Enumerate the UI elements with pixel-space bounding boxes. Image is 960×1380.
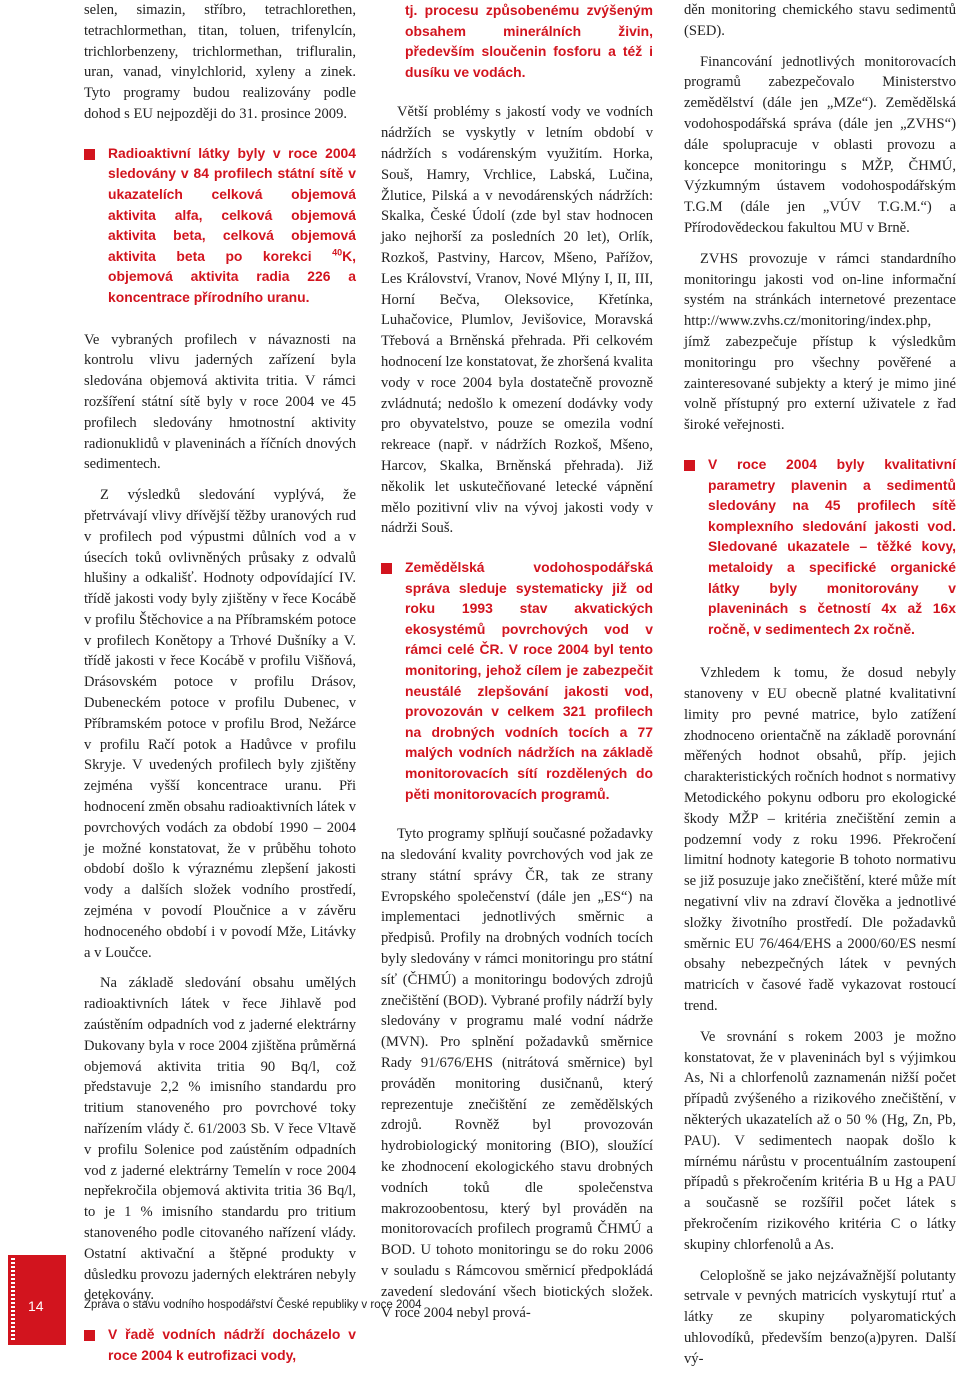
highlight-paragraph [684, 454, 956, 639]
red-square-bullet-icon [684, 460, 695, 471]
column-2 [381, 0, 653, 1333]
highlight-paragraph: tj. procesu způsobenému zvýšeným obsahem minerálních živin, především sloučenin fosforu a též i dusíku ve vodách. [405, 2, 653, 80]
paragraph: ZVHS provozuje v rámci standardního monitoringu jakosti vod on-line informační systém na stránkách internetové prezentace http://www.zvhs.cz/monitoring/index.php, jímž zabezpečuje přístup k výsledkům monitoringu pro všechny pověřené a zainteresované subjekty a který je mimo jiné volně přístupný pro externí uživatele z řad široké veřejnosti. [684, 250, 956, 434]
highlight-paragraph [381, 557, 653, 804]
page-number: 14 [28, 1298, 44, 1314]
highlight-text: V roce 2004 byly kvalitativní parametry plavenin a sedimentů sledovány na 45 profilech sítě komplexního sledování jakosti vod. Sledované ukazatele – těžké kovy, metaloidy a specifické organické látky byly monitorovány v plaveninách s četností 4x až 16x ročně, v sedimentech 2x ročně. [708, 455, 956, 637]
highlight-text: Radioaktivní látky byly v roce 2004 sledovány v 84 profilech státní sítě v ukazatelích celková objemová aktivita alfa, celková objemová aktivita beta, celková objemová aktivita beta po korekci [108, 144, 356, 264]
highlight-paragraph [84, 143, 356, 308]
paragraph: Ve srovnání s rokem 2003 je možno konstatovat, že v plaveninách byl s výjimkou As, Ni a chlorfenolů zaznamenán nižší počet případů zvýšeného a rizikového znečištění, v některých ukazatelích až o 50 % (Hg, Zn, Pb, PAU). V sedimentech naopak došlo k mírnému nárůstu v procentuálním zastoupení případů s překročením kritéria B u Hg a PAU a současně se rozšířil počet látek s překročením rizikového kritéria C o látky skupiny chlorfenolů a As. [684, 1028, 956, 1253]
paragraph: Ve vybraných profilech v návaznosti na kontrolu vlivu jaderných zařízení byla sledována objemová aktivita tritia. V rámci rozšíření státní sítě byly v roce 2004 ve 45 profilech sledovány hmotnostní aktivity radionuklidů v plaveninách a říčních dnových sedimentech. [84, 331, 356, 473]
column-1 [84, 0, 356, 1379]
red-square-bullet-icon [84, 149, 95, 160]
column-3 [684, 0, 956, 1380]
highlight-text: V řadě vodních nádrží docházelo v roce 2004 k eutrofizaci vody, [108, 1326, 356, 1363]
red-square-bullet-icon [381, 563, 392, 574]
paragraph: selen, simazin, stříbro, tetrachlorethen, tetrachlormethan, titan, toluen, trifenylcín, trichlorbenzeny, trichlormethan, trifluralin, uran, vanad, vinylchlorid, xyleny a zinek. Tyto programy budou realizovány podle dohod s EU nejpozději do 31. prosince 2009. [84, 2, 356, 122]
paragraph: Celoplošně se jako nejzávažnější polutanty setrvale v pevných matricích vyskytují rtuť a látky ze skupiny polyaromatických uhlovodíků, především benzo(a)pyren. Další vý- [684, 1267, 956, 1367]
paragraph: Z výsledků sledování vyplývá, že přetrvávají vlivy dřívější těžby uranových rud v profilech pod výpustmi důlních vod a v úsecích toků ovlivněných průsaky z odvalů hlušiny a odkališť. Hodnoty odpovídající IV. třídě jakosti vody byly zjištěny v řece Kocábě v profilu Štěchovice a na Příbramském potoce v profilech Konětopy a Trhové Dušníky a V. třídě jakosti v řece Kocábě v profilu Višňová, Drásovském potoce v profilu Drásov, Dubeneckém potoce v profilu Dubenec, v Příbramském potoce v profilu Brod, Nežárce v profilu Račí potok a Hadůvce v profilu Skryje. V uvedených profilech byly zjištěny zejména vyšší koncentrace uranu. Při hodnocení změn obsahu radioaktivních látek v povrchových vodách za období 1990 – 2004 je možné konstatovat, že v průběhu tohoto období došlo k výraznému zlepšení jakosti vody a dalších složek vodního prostředí, zejména v povodí Ploučnice a v závěru hodnoceného období i v povodí Mže, Litávky a v Loučce. [84, 487, 356, 961]
paragraph: Tyto programy splňují současné požadavky na sledování kvality povrchových vod jak ze strany státní správy ČR, tak ze strany Evropského společenství (dále jen „ES“) na implementaci jednotlivých směrnic a předpisů. Profily na drobných vodních tocích byly sledovány v rámci monitoringu pro státní síť (ČHMÚ) a monitoringu bodových zdrojů znečištění (BOD). Vybrané profily nádrží byly sledovány v programu malé vodní nádrže (MVN). Pro splnění požadavků směrnice Rady 91/676/EHS (nitrátová směrnice) byl prováděn monitoring dusičnanů, který reprezentuje znečištění ze zemědělských zdrojů. Rovněž byl provozován hydrobiologický monitoring (BIO), sloužící ke zhodnocení ekologického stavu drobných vodních toků dle společenstva makrozoobentosu, který byl prováděn na monitorovacích profilech programů ČHMÚ a BOD. U tohoto monitoringu se do roku 2006 v souladu s Rámcovou směrnicí předpokládá zavedení sledování všech biotických složek. V roce 2004 nebyl prová- [381, 826, 653, 1321]
paragraph: Větší problémy s jakostí vody ve vodních nádržích se vyskytly v letním období v nádržích s vodárenským využitím. Horka, Souš, Hamry, Vrchlice, Labská, Lučina, Žlutice, Pilská a v nevodárenských nádržích: Skalka, České Údolí (zde byl stav hodnocen jako nejhorší za posledních 20 let), Orlík, Rozkoš, Pastviny, Harcov, Mšeno, Pařížov, Les Království, Vranov, Nové Mlýny I, II, III, Horní Bečva, Oleksovice, Křetínka, Luhačovice, Plumlov, Jevišovice, Moravská Třebová a Brněnská přehrada. Při celkovém hodnocení lze konstatovat, že zhoršená kvalita vody v roce 2004 byla dostatečně provozně zvládnutá; nedošlo k omezení dodávky vody pro obyvatelstvo, pouze se omezila vodní rekreace (např. v nádržích Rozkoš, Mšeno, Harcov, Skalka, Brněnská přehrada). Již několik let uskutečňované letecké vápnění mělo pozitivní vliv na vývoj jakosti vody v nádrži Souš. [381, 104, 653, 537]
highlight-text: K, objemová aktivita radia 226 a koncentrace přírodního uranu. [108, 247, 356, 305]
paragraph: Na základě sledování obsahu umělých radioaktivních látek v řece Jihlavě pod zaústěním odpadních vod z jaderné elektrárny Dukovany byla v roce 2004 zjištěna průměrná objemová aktivita tritia 90 Bq/l, což představuje 2,2 % imisního standardu pro tritium stanoveného pro povrchové toky nařízením vlády č. 61/2003 Sb. V řece Vltavě v profilu Solenice pod zaústěním odpadních vod z jaderné elektrárny Temelín v roce 2004 nepřekročila objemová aktivita tritia 36 Bq/l, to je 1 % imisního standardu pro tritium stanoveného podle citovaného nařízení vlády. Ostatní aktivační a štěpné produkty v důsledku provozu jaderných elektráren nebyly detekovány. [84, 975, 356, 1304]
footer-title: Zpráva o stavu vodního hospodářství České republiky v roce 2004 [84, 1299, 422, 1311]
footer-stripes [11, 1258, 15, 1342]
highlight-text: Zemědělská vodohospodářská správa sleduje systematicky již od roku 1993 stav akvatických ekosystémů povrchových vod v rámci celé ČR. V roce 2004 byl tento monitoring, jehož cílem je zabezpečit neustálé zlepšování jakosti vod, provozován v celkem 321 profilech na drobných vodních tocích a 77 malých vodních nádržích na základě monitorovacích sítí rozdělených do pěti monitorovacích programů. [405, 559, 653, 802]
paragraph: děn monitoring chemického stavu sedimentů (SED). [684, 2, 956, 39]
paragraph: Vzhledem k tomu, že dosud nebyly stanoveny v EU obecně platné kvalitativní limity pro pevné matrice, bylo zatížení zhodnoceno orientačně na základě porovnání měřených hodnot obsahů, příp. jejich charakteristických ročních hodnot s normativy Metodického pokynu odboru pro ekologické škody MŽP – kritéria znečištění zemin a podzemní vody z roku 1996. Překročení limitní hodnoty kategorie B tohoto normativu se již posuzuje jako znečištění, které může mít negativní vliv na zdraví člověka a jednotlivé složky životního prostředí. Dle požadavků směrnic EU 76/464/EHS a 2000/60/ES nesmí obsahy nebezpečných látek v pevných matricích v časové řadě vykazovat rostoucí trend. [684, 665, 956, 1015]
paragraph: Financování jednotlivých monitorovacích programů zabezpečovalo Ministerstvo zemědělství (dále jen „MZe“). Zemědělská vodohospodářská správa (dále jen „ZVHS“) dále spolupracuje v oblasti provozu a koncepce monitoringu s MŽP, ČHMÚ, Výzkumným ústavem vodohospodářským T.G.M (dále jen „VÚV T.G.M.“) a Přírodovědeckou fakultou MU v Brně. [684, 53, 956, 236]
red-square-bullet-icon [84, 1330, 95, 1341]
superscript: 40 [332, 247, 343, 258]
